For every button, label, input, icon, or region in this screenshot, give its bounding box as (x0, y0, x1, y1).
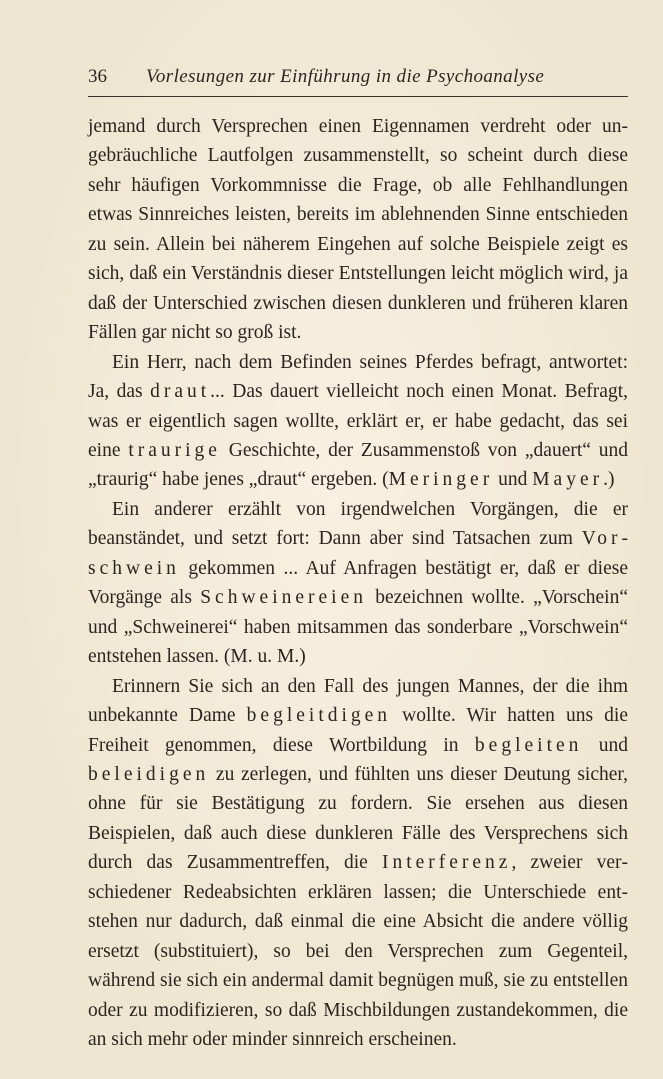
header-rule (88, 96, 628, 97)
spaced-emphasis: Mayer (532, 469, 604, 491)
paragraph (88, 348, 628, 495)
spaced-emphasis: Interferenz (381, 852, 512, 874)
paragraph (88, 672, 628, 1055)
text-run: und (493, 469, 533, 491)
spaced-emphasis: Meringer (388, 469, 494, 491)
text-run: Erinnern Sie sich an den Fall des jungen Mannes, der die ihm unbekannte Dame (88, 675, 628, 727)
paragraph (88, 495, 628, 672)
body-text (88, 112, 628, 1055)
text-run: und (582, 734, 628, 756)
spaced-emphasis: draut (150, 381, 211, 403)
text-run: zu zerlegen, und fühlten uns dieser Deutung sicher, ohne für sie Bestätigung zu fordern. Sie ersehen aus diesen Beispielen, daß auch diese dunkleren Fälle des Versprechens sich durch das Zusammentreffen, die (88, 763, 628, 874)
spaced-emphasis: beleidigen (88, 763, 210, 785)
text-run: .) (603, 469, 615, 491)
text-run: gekommen ... Auf Anfragen bestätigt er, daß er diese Vorgänge als (88, 557, 628, 609)
text-run: Geschichte, der Zusammenstoß von „dauert“ und „traurig“ habe jenes „draut“ ergeben. ( (88, 439, 628, 491)
text-run: ... Das dauert vielleicht noch einen Monat. Befragt, was er eigentlich sagen wollte, erklärt er, er habe gedacht, das sei eine (88, 381, 628, 461)
paragraph (88, 112, 628, 348)
running-title: Vorlesungen zur Einführung in die Psychoanalyse (146, 66, 545, 87)
running-head (88, 66, 626, 96)
spaced-emphasis: traurige (128, 439, 221, 461)
text-run: jemand durch Versprechen einen Eigennamen verdreht oder ungebräuchliche Lautfolgen zusammenstellt, so scheint durch diese sehr häufigen Vorkommnisse die Frage, ob alle Fehlhandlungen etwas Sinnreiches leisten, bereits im ablehnenden Sinne entschieden zu sein. Allein bei näherem Eingehen auf solche Beispiele zeigt es sich, daß ein Verständnis dieser Entstellungen leicht möglich wird, ja daß der Unterschied zwischen diesen dunkleren und früheren klaren Fällen gar nicht so groß ist. (88, 116, 628, 344)
text-run: Ein Herr, nach dem Befinden seines Pferdes befragt, antwortet: Ja, das (88, 351, 628, 403)
spaced-emphasis: Vorschwein (88, 528, 628, 579)
text-run: Ein anderer erzählt von irgendwelchen Vorgängen, die er beanständet, und setzt fort: Dann aber sind Tatsachen zum (88, 498, 628, 550)
spaced-emphasis: begleitdigen (246, 705, 392, 727)
spaced-emphasis: Schweinereien (200, 587, 367, 609)
text-run: bezeichnen wollte. „Vorschein“ und „Schweinerei“ haben mitsammen das sonderbare „Vorschwein“ entstehen lassen. (M. u. M.) (88, 587, 629, 668)
page-number: 36 (88, 66, 107, 87)
spaced-emphasis: begleiten (474, 734, 583, 756)
text-run: wollte. Wir hatten uns die Freiheit genommen, diese Wortbildung in (88, 705, 628, 756)
text-run: , zweier verschiedener Redeabsichten erklären lassen; die Unterschiede entstehen nur dadurch, daß einmal die eine Absicht die andere völlig ersetzt (substituiert), so bei den Versprechen zum Gegenteil, während sie sich ein andermal damit begnügen muß, sie zu entstellen oder zu modifizieren, so daß Mischbildungen zustandekommen, die an sich mehr oder minder sinnreich erscheinen. (88, 852, 629, 1051)
